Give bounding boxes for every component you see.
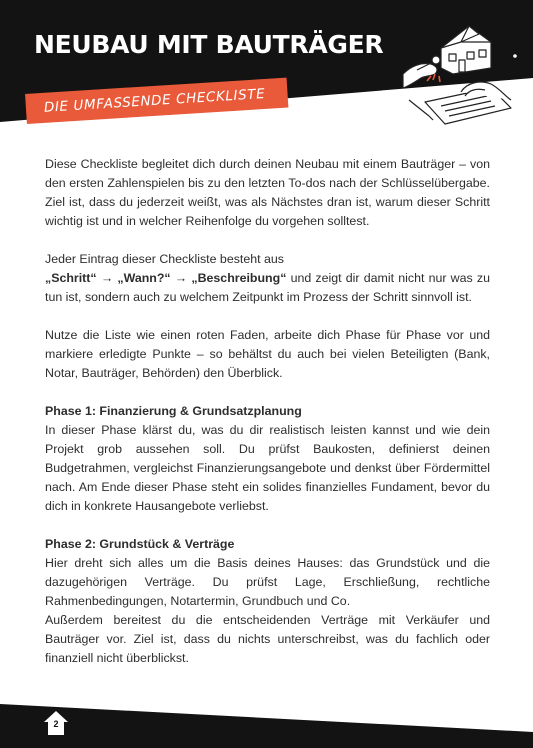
footer-band — [0, 690, 533, 748]
phase1-heading: Phase 1: Finanzierung & Grundsatzplanung — [45, 404, 302, 418]
subtitle-text: DIE UMFASSENDE CHECKLISTE — [43, 85, 266, 116]
phase2-heading: Phase 2: Grundstück & Verträge — [45, 537, 235, 551]
page-title: NEUBAU MIT BAUTRÄGER — [34, 30, 384, 59]
intro-paragraph: Diese Checkliste begleitet dich durch deinen Neubau mit einem Bauträger – von den ersten Zahlenspielen bis zu den letzten To-dos nach der Schlüsselübergabe. Ziel ist, dass du jederzeit weißt, was als Nächstes dran ist, warum dieser Schritt wichtig ist und in welcher Reihenfolge du vorgehen solltest. — [45, 157, 490, 228]
phase1-text: In dieser Phase klärst du, was du dir realistisch leisten kannst und wie dein Projekt grob aussehen soll. Du prüfst Baukosten, definierst deinen Budgetrahmen, vergleichst Finanzierungsangebote und denkst über Fördermittel nach. Am Ende dieser Phase steht ein solides finanzielles Fundament, bevor du dich in konkrete Hausangebote verliebst. — [45, 423, 490, 513]
usage-paragraph: Nutze die Liste wie einen roten Faden, arbeite dich Phase für Phase vor und markiere erledigte Punkte – so behältst du auch bei vielen Beteiligten (Bank, Notar, Bauträger, Behörden) den Überblick. — [45, 328, 490, 380]
structure-rest: und zeigt dir damit nicht nur was zu tun ist, sondern auch zu welchem Zeitpunkt im Prozess der Schritt sinnvoll ist. — [45, 271, 490, 304]
phase2-text-continued: Außerdem bereitest du die entscheidenden Verträge mit Verkäufer und Bauträger vor. Ziel ist, dass du nichts unterschreibst, was du fachlich oder finanziell nicht überblickst. — [45, 613, 490, 665]
structure-line: Jeder Eintrag dieser Checkliste besteht aus — [45, 252, 284, 266]
structure-steps: „Schritt“ → „Wann?“ → „Beschreibung“ — [45, 271, 287, 285]
structure-paragraph — [45, 250, 490, 307]
page-number: 2 — [53, 719, 59, 729]
main-content — [45, 155, 490, 668]
house-contract-illustration — [395, 16, 525, 128]
phase2-text: Hier dreht sich alles um die Basis deines Hauses: das Grundstück und die dazugehörigen Verträge. Du prüfst Lage, Erschließung, rechtliche Rahmenbedingungen, Notartermin, Grundbuch und Co. — [45, 556, 490, 608]
